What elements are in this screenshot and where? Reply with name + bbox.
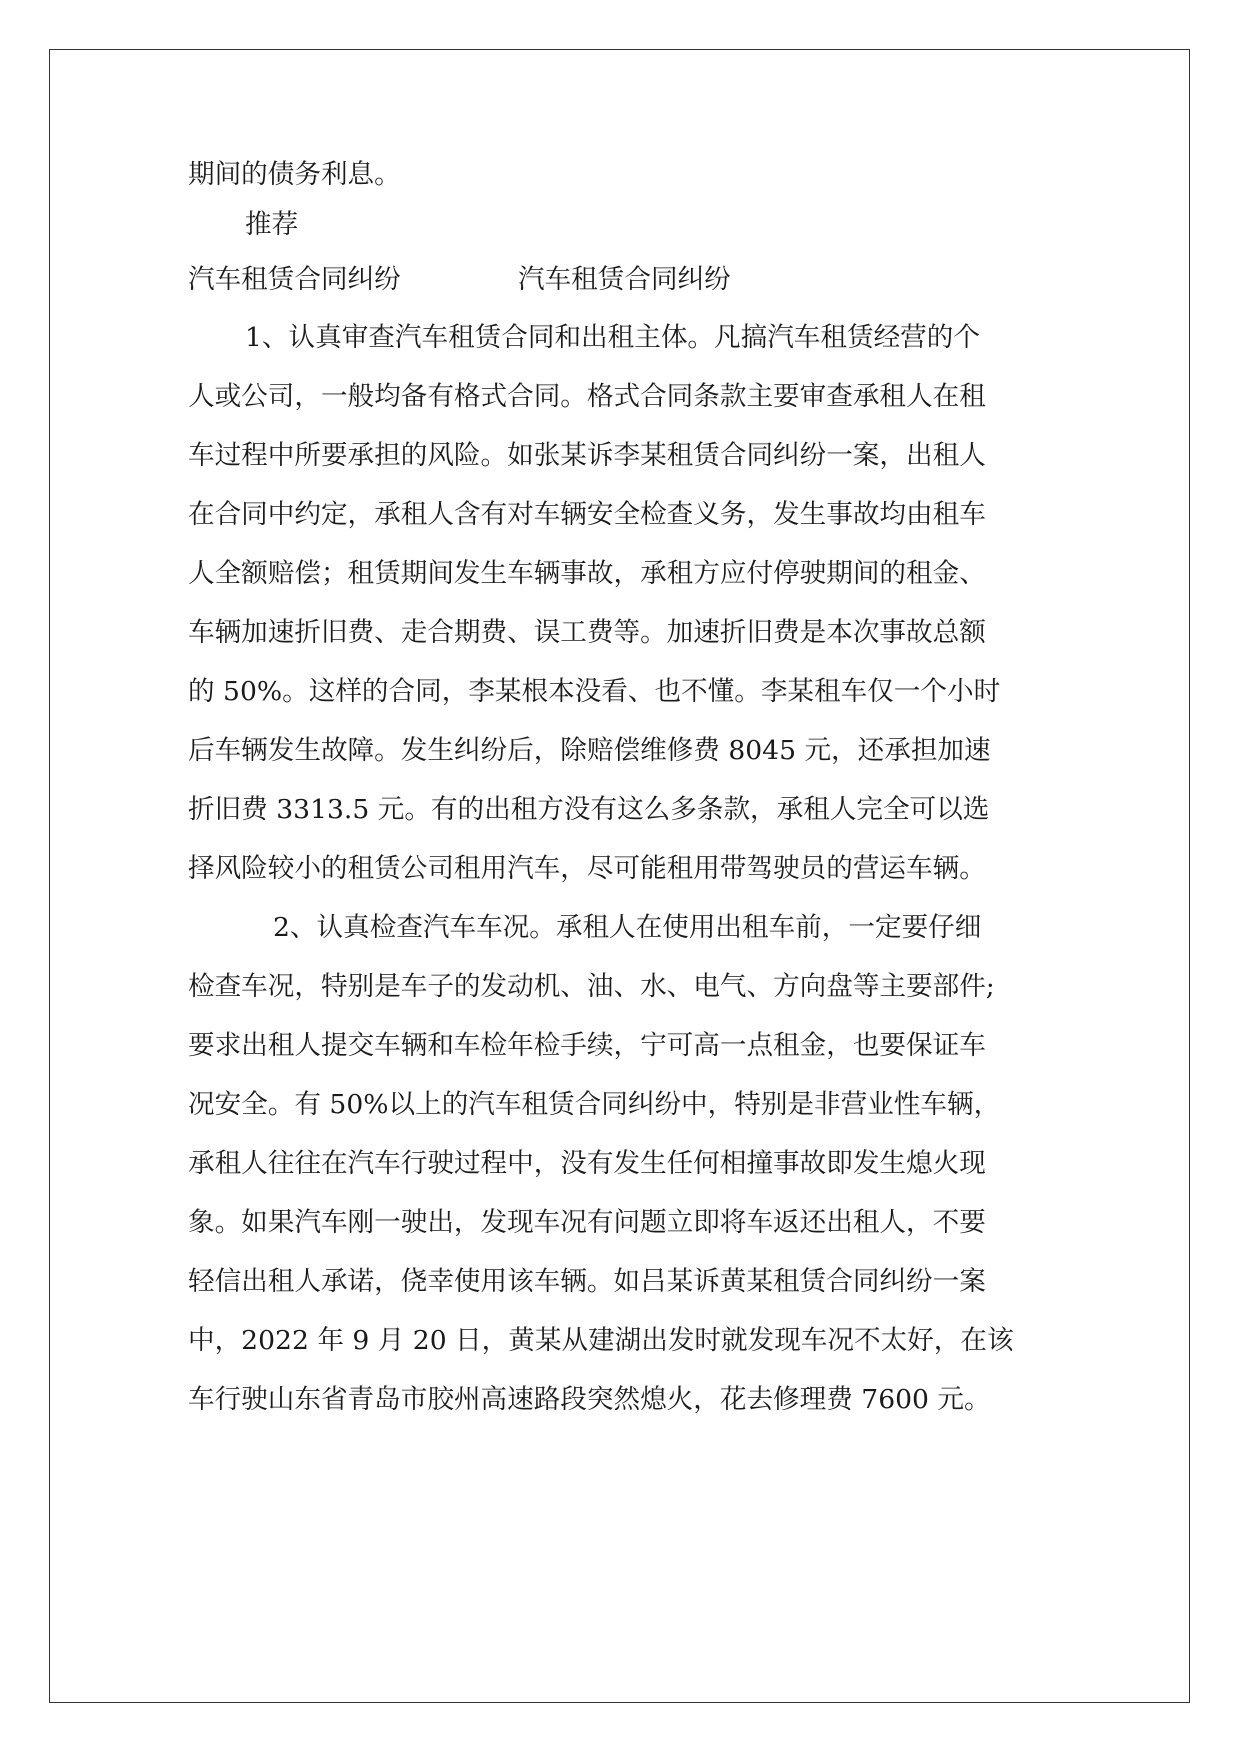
paragraph2-line-1: 2、认真检查汽车车况。承租人在使用出租车前，一定要仔细 (273, 912, 982, 943)
paragraph2-line-8: 中，2022 年 9 月 20 日，黄某从建湖出发时就发现车况不太好，在该 (188, 1325, 1014, 1356)
recommended-link-2[interactable]: 汽车租赁合同纠纷 (518, 264, 731, 295)
recommend-label: 推荐 (245, 209, 299, 240)
paragraph1-line-1: 1、认真审查汽车租赁合同和出租主体。凡搞汽车租赁经营的个 (245, 322, 980, 353)
paragraph1-line-8: 后车辆发生故障。发生纠纷后，除赔偿维修费 8045 元，还承担加速 (188, 735, 991, 766)
paragraph2-line-4: 况安全。有 50%以上的汽车租赁合同纠纷中，特别是非营业性车辆， (188, 1089, 1001, 1120)
paragraph2-line-9: 车行驶山东省青岛市胶州高速路段突然熄火，花去修理费 7600 元。 (188, 1384, 991, 1415)
recommended-links (188, 260, 1068, 300)
continuation-text: 期间的债务利息。 (188, 159, 401, 190)
recommended-link-1[interactable]: 汽车租赁合同纠纷 (188, 264, 401, 295)
paragraph1-line-4: 在合同中约定，承租人含有对车辆安全检查义务，发生事故均由租车 (188, 499, 986, 530)
paragraph1-line-7: 的 50%。这样的合同，李某根本没看、也不懂。李某租车仅一个小时 (188, 676, 1001, 707)
paragraph1-line-6: 车辆加速折旧费、走合期费、误工费等。加速折旧费是本次事故总额 (188, 617, 986, 648)
paragraph2-line-3: 要求出租人提交车辆和车检年检手续，宁可高一点租金，也要保证车 (188, 1030, 986, 1061)
paragraph1-line-3: 车过程中所要承担的风险。如张某诉李某租赁合同纠纷一案，出租人 (188, 440, 986, 471)
paragraph1-line-10: 择风险较小的租赁公司租用汽车，尽可能租用带驾驶员的营运车辆。 (188, 853, 986, 884)
paragraph2-line-6: 象。如果汽车刚一驶出，发现车况有问题立即将车返还出租人，不要 (188, 1207, 986, 1238)
paragraph1-line-2: 人或公司，一般均备有格式合同。格式合同条款主要审查承租人在租 (188, 381, 986, 412)
paragraph1-line-9: 折旧费 3313.5 元。有的出租方没有这么多条款，承租人完全可以选 (188, 794, 990, 825)
paragraph2-line-7: 轻信出租人承诺，侥幸使用该车辆。如吕某诉黄某租赁合同纠纷一案 (188, 1266, 986, 1297)
paragraph2-line-2: 检查车况，特别是车子的发动机、油、水、电气、方向盘等主要部件; (188, 971, 995, 1002)
paragraph1-line-5: 人全额赔偿；租赁期间发生车辆事故，承租方应付停驶期间的租金、 (188, 558, 986, 589)
paragraph2-line-5: 承租人往往在汽车行驶过程中，没有发生任何相撞事故即发生熄火现 (188, 1148, 986, 1179)
